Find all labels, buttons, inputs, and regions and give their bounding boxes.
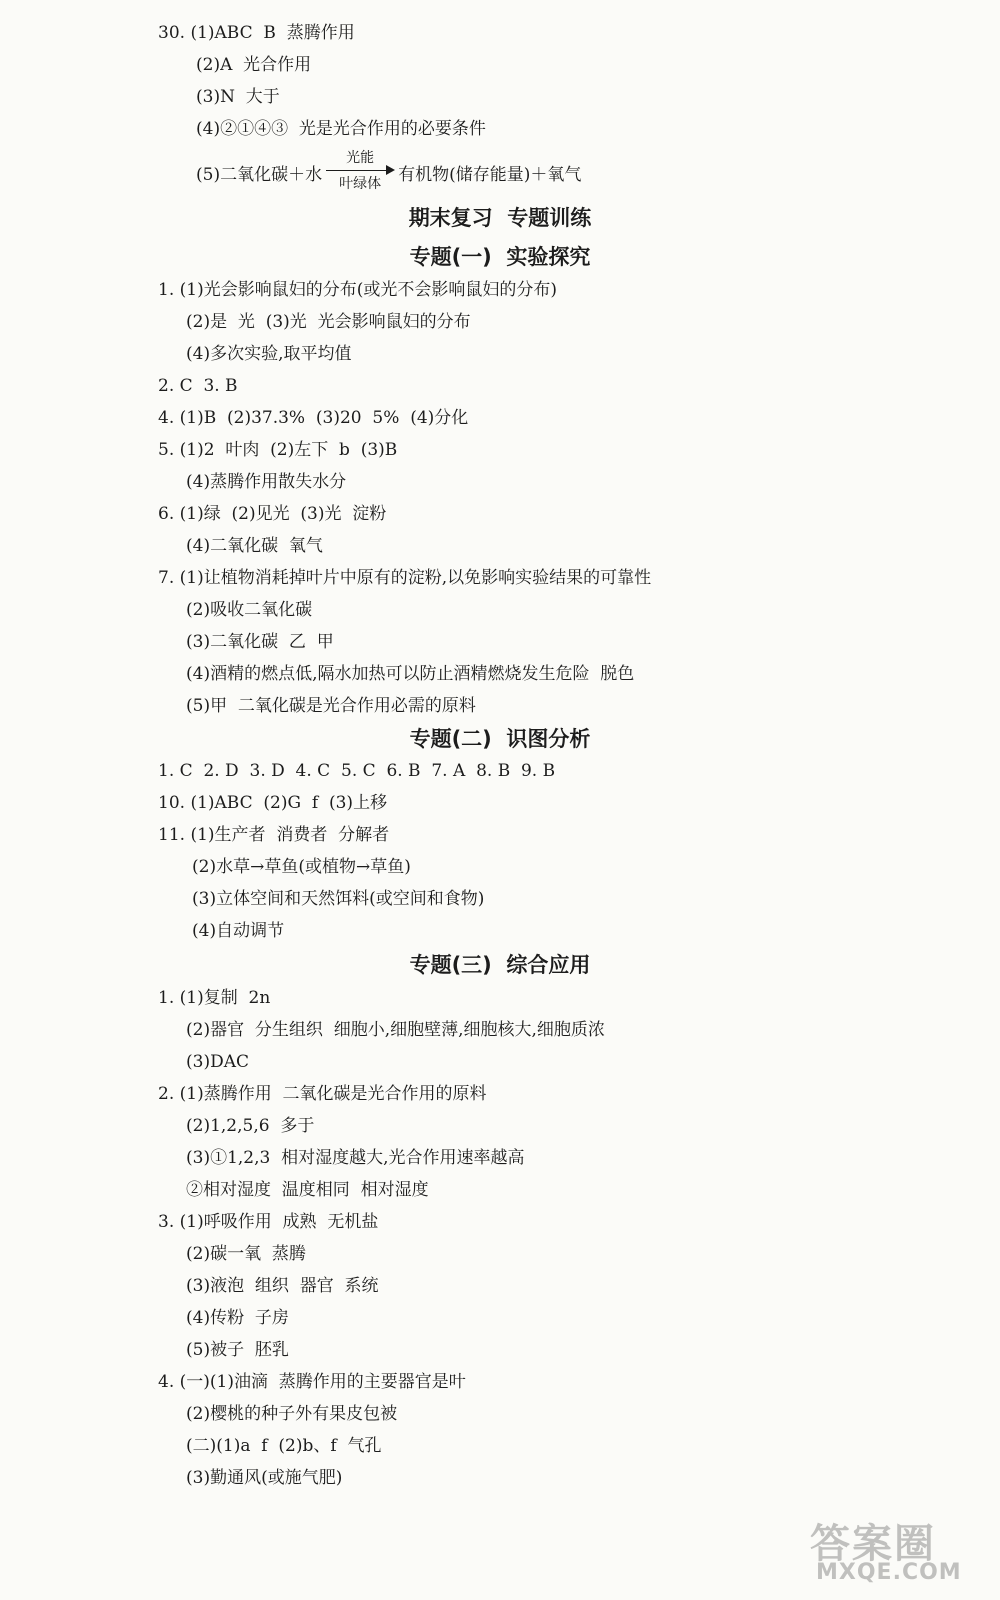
- equation-reactants: (5)二氧化碳＋水: [196, 164, 323, 185]
- site-watermark: [802, 1512, 982, 1592]
- equation-products: 有机物(储存能量)＋氧气: [398, 164, 582, 185]
- arrow-condition-top: 光能: [346, 150, 375, 166]
- topic3-heading: 专题(三) 综合应用: [409, 953, 591, 977]
- t1-line: 5. (1)2 叶肉 (2)左下 b (3)B: [158, 440, 398, 460]
- answer-30-2: (2)A 光合作用: [196, 55, 312, 75]
- t1-line: (4)多次实验,取平均值: [186, 344, 352, 364]
- t3-line: (4)传粉 子房: [186, 1308, 289, 1328]
- main-heading: 期末复习 专题训练: [408, 206, 592, 230]
- t3-line: ②相对湿度 温度相同 相对湿度: [186, 1180, 429, 1200]
- t2-line: 1. C 2. D 3. D 4. C 5. C 6. B 7. A 8. B 9. B: [158, 761, 556, 781]
- t3-line: (3)勤通风(或施气肥): [186, 1468, 343, 1488]
- t3-line: 4. (一)(1)油滴 蒸腾作用的主要器官是叶: [158, 1372, 466, 1392]
- reaction-arrow: [324, 150, 396, 194]
- t1-line: (5)甲 二氧化碳是光合作用必需的原料: [186, 696, 476, 716]
- t1-line: 4. (1)B (2)37.3% (3)20 5% (4)分化: [158, 408, 469, 428]
- t2-line: (4)自动调节: [192, 921, 285, 941]
- t1-line: (2)吸收二氧化碳: [186, 600, 313, 620]
- photosynthesis-equation: [196, 150, 581, 194]
- watermark-logo-text: 答案圈: [810, 1521, 936, 1567]
- t2-line: 10. (1)ABC (2)G f (3)上移: [158, 793, 388, 813]
- t1-line: (4)酒精的燃点低,隔水加热可以防止酒精燃烧发生危险 脱色: [186, 664, 635, 684]
- t3-line: (2)器官 分生组织 细胞小,细胞壁薄,细胞核大,细胞质浓: [186, 1020, 605, 1040]
- t1-line: (4)二氧化碳 氧气: [186, 536, 323, 556]
- t3-line: (5)被子 胚乳: [186, 1340, 289, 1360]
- t2-line: 11. (1)生产者 消费者 分解者: [158, 825, 390, 845]
- t3-line: 2. (1)蒸腾作用 二氧化碳是光合作用的原料: [158, 1084, 487, 1104]
- t3-line: (2)樱桃的种子外有果皮包被: [186, 1404, 398, 1424]
- topic2-heading: 专题(二) 识图分析: [409, 727, 591, 751]
- t3-line: (3)DAC: [186, 1052, 249, 1072]
- t3-line: (3)①1,2,3 相对湿度越大,光合作用速率越高: [186, 1148, 525, 1168]
- t2-line: (3)立体空间和天然饵料(或空间和食物): [192, 889, 485, 909]
- t3-line: (二)(1)a f (2)b、f 气孔: [186, 1436, 382, 1456]
- t1-line: (2)是 光 (3)光 光会影响鼠妇的分布: [186, 312, 471, 332]
- t3-line: (3)液泡 组织 器官 系统: [186, 1276, 379, 1296]
- arrow-condition-bottom: 叶绿体: [339, 176, 382, 192]
- t1-line: (4)蒸腾作用散失水分: [186, 472, 347, 492]
- answer-30-1: 30. (1)ABC B 蒸腾作用: [158, 23, 355, 43]
- t1-line: 7. (1)让植物消耗掉叶片中原有的淀粉,以免影响实验结果的可靠性: [158, 568, 652, 588]
- watermark-url-text: MXQE.COM: [816, 1560, 962, 1585]
- t1-line: 1. (1)光会影响鼠妇的分布(或光不会影响鼠妇的分布): [158, 280, 557, 300]
- t1-line: (3)二氧化碳 乙 甲: [186, 632, 334, 652]
- t3-line: (2)碳一氧 蒸腾: [186, 1244, 306, 1264]
- t3-line: 1. (1)复制 2n: [158, 988, 271, 1008]
- t3-line: (2)1,2,5,6 多于: [186, 1116, 315, 1136]
- t3-line: 3. (1)呼吸作用 成熟 无机盐: [158, 1212, 379, 1232]
- topic1-heading: 专题(一) 实验探究: [409, 245, 591, 269]
- answer-30-4: (4)②①④③ 光是光合作用的必要条件: [196, 119, 486, 139]
- answer-30-3: (3)N 大于: [196, 87, 280, 107]
- t1-line: 2. C 3. B: [158, 376, 238, 396]
- t1-line: 6. (1)绿 (2)见光 (3)光 淀粉: [158, 504, 387, 524]
- t2-line: (2)水草→草鱼(或植物→草鱼): [192, 857, 411, 877]
